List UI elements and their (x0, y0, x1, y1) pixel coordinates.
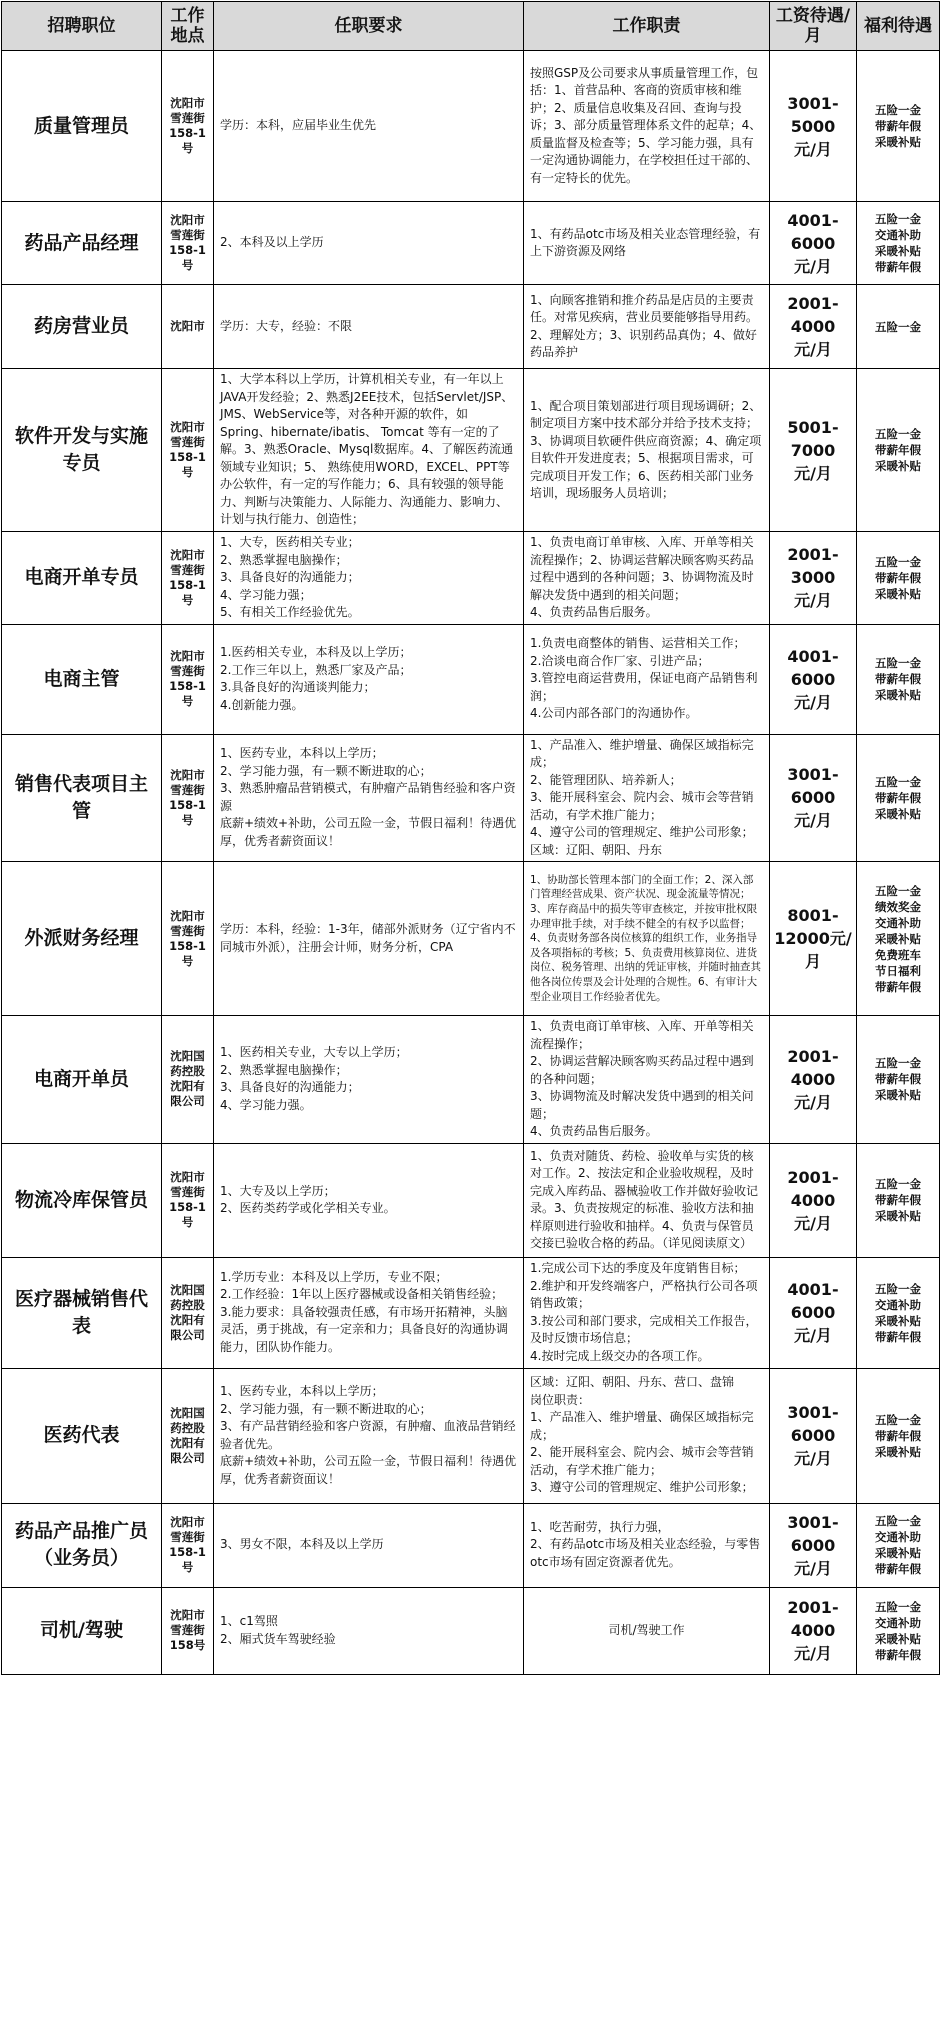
job-benefits: 五险一金 带薪年假 采暖补贴 (857, 369, 940, 532)
job-title: 电商开单专员 (2, 532, 162, 625)
salary-range-line: 4001-6000 (787, 646, 839, 689)
salary-range-line: 元/月 (794, 1449, 832, 1468)
job-duties: 1、负责对随货、药检、验收单与实货的核对工作。2、按法定和企业验收规程，及时完成入库药品、器械验收工作并做好验收记录。3、负责按规定的标准、验收方法和抽样原则进行验收和抽样。4、负责与保管员交接已验收合格的药品。（详见阅读原文） (524, 1143, 770, 1257)
job-duties: 1、产品准入、维护增量、确保区域指标完成； 2、能管理团队、培养新人； 3、能开展科室会、院内会、城市会等营销活动，有学术推广能力； 4、遵守公司的管理规定、维护公司形象； 区域：辽阳、朝阳、丹东 (524, 734, 770, 862)
work-location (162, 285, 214, 369)
salary-range (770, 1368, 857, 1503)
salary-range-line: 元/月 (794, 1092, 832, 1112)
job-requirements: 1.学历专业：本科及以上学历，专业不限； 2.工作经验：1年以上医疗器械或设备相关销售经验； 3.能力要求：具备较强责任感，有市场开拓精神，头脑灵活，勇于挑战，有一定亲和力；具备良好的沟通协调能力，团队协作能力。 (214, 1257, 524, 1368)
work-location (162, 51, 214, 202)
job-title: 销售代表项目主管 (2, 734, 162, 862)
work-location (162, 1368, 214, 1503)
work-location-line: 雪莲街 (170, 228, 205, 242)
salary-range (770, 1503, 857, 1587)
job-requirements: 学历：本科，应届毕业生优先 (214, 51, 524, 202)
job-requirements: 1、医药相关专业，大专以上学历； 2、熟悉掌握电脑操作； 3、具备良好的沟通能力； 4、学习能力强。 (214, 1016, 524, 1144)
salary-range-line: 5001-7000 (787, 417, 839, 460)
job-requirements: 1、大专及以上学历； 2、医药类药学或化学相关专业。 (214, 1143, 524, 1257)
work-location (162, 734, 214, 862)
job-requirements: 1、医药专业，本科以上学历； 2、学习能力强，有一颗不断进取的心； 3、熟悉肿瘤品营销模式，有肿瘤产品销售经验和客户资源 底薪+绩效+补助，公司五险一金，节假日福利！待遇优厚，优秀者薪资面议！ (214, 734, 524, 862)
salary-range-line: 3001-6000 (787, 1512, 839, 1555)
header-salary-line2: 月 (804, 26, 822, 46)
salary-range-line: 3001-6000 (787, 1403, 839, 1445)
salary-range-line: 2001-4000 (787, 1598, 839, 1640)
work-location-line: 雪莲街 (170, 664, 205, 678)
job-duties: 1、协助部长管理本部门的全面工作；2、深入部门管理经营成果、资产状况、现金流量等情况；3、库存商品中的损失等审查核定，并按审批权限办理审批手续，对手续不健全的有权予以监督；4、负责财务部各岗位核算的组织工作，业务指导及各项指标的考核；5、负责费用核算岗位、进货岗位、税务管理、出纳的凭证审核，并随时抽查其他各岗位传票及会计处理的合规性。6、有审计大型企业项目工作经验者优先。 (524, 862, 770, 1016)
work-location-line: 号 (181, 258, 194, 272)
work-location-line: 158-1 (169, 797, 206, 812)
salary-range (770, 202, 857, 285)
work-location-line: 沈阳有 (170, 1079, 205, 1094)
work-location-line: 158-1 (169, 243, 206, 257)
work-location-line: 沈阳市 (170, 213, 205, 227)
job-title: 医药代表 (2, 1368, 162, 1503)
job-requirements: 1、大专，医药相关专业； 2、熟悉掌握电脑操作； 3、具备良好的沟通能力； 4、学习能力强； 5、有相关工作经验优先。 (214, 532, 524, 625)
salary-range-line: 3001-5000 (787, 93, 839, 136)
job-duties: 按照GSP及公司要求从事质量管理工作，包括：1、首营品种、客商的资质审核和维护；2、质量信息收集及召回、查询与投诉；3、部分质量管理体系文件的起草；4、质量监督及检查等；5、学习能力强，具有一定沟通协调能力，在学校担任过干部的、有一定特长的优先。 (524, 51, 770, 202)
job-duties: 区域：辽阳、朝阳、丹东、营口、盘锦 岗位职责： 1、产品准入、维护增量、确保区域指标完成； 2、能开展科室会、院内会、城市会等营销活动，有学术推广能力； 3、遵守公司的管理规定、维护公司形象； (524, 1368, 770, 1503)
salary-range-line: 元/月 (794, 591, 832, 611)
job-duties: 1、负责电商订单审核、入库、开单等相关流程操作；2、协调运营解决顾客购买药品过程中遇到的各种问题；3、协调物流及时解决发货中遇到的相关问题； 4、负责药品售后服务。 (524, 532, 770, 625)
job-title: 质量管理员 (2, 51, 162, 202)
work-location (162, 1503, 214, 1587)
table-row (2, 624, 940, 734)
job-benefits: 五险一金 带薪年假 采暖补贴 (857, 1368, 940, 1503)
salary-range-line: 4001-6000 (787, 210, 839, 253)
job-benefits: 五险一金 带薪年假 采暖补贴 (857, 734, 940, 862)
work-location-line: 雪莲街 (170, 435, 205, 449)
salary-range-line: 元/月 (794, 463, 832, 483)
job-title: 软件开发与实施专员 (2, 369, 162, 532)
table-row (2, 1143, 940, 1257)
work-location-line: 号 (181, 141, 194, 155)
work-location-line: 沈阳市 (170, 547, 205, 562)
work-location-line: 158-1 (169, 126, 206, 140)
work-location-line: 沈阳市 (170, 1515, 205, 1529)
job-duties: 1、有药品otc市场及相关业态管理经验，有上下游资源及网络 (524, 202, 770, 285)
salary-range-line: 元/月 (794, 139, 832, 159)
job-benefits: 五险一金 交通补助 采暖补贴 带薪年假 (857, 1587, 940, 1674)
header-position: 招聘职位 (2, 2, 162, 51)
job-benefits: 五险一金 带薪年假 采暖补贴 (857, 624, 940, 734)
work-location (162, 1016, 214, 1144)
salary-range-line: 2001-4000 (787, 1167, 839, 1210)
job-title: 司机/驾驶 (2, 1587, 162, 1674)
work-location-line: 沈阳国 (170, 1405, 205, 1420)
job-requirements: 学历：本科，经验：1-3年，储部外派财务（辽宁省内不同城市外派），注册会计师，财务分析，CPA (214, 862, 524, 1016)
job-duties: 1.完成公司下达的季度及年度销售目标； 2.维护和开发终端客户，严格执行公司各项销售政策； 3.按公司和部门要求，完成相关工作报告，及时反馈市场信息； 4.按时完成上级交办的各项工作。 (524, 1257, 770, 1368)
salary-range-line: 元/月 (794, 1326, 832, 1345)
table-row (2, 1257, 940, 1368)
header-requirements: 任职要求 (214, 2, 524, 51)
header-location-line1: 工作 (170, 6, 205, 26)
job-requirements: 1、大学本科以上学历，计算机相关专业，有一年以上JAVA开发经验；2、熟悉J2EE技术，包括Servlet/JSP、 JMS、WebService等，对各种开源的软件，如Spring、hibernate/ibatis、 Tomcat 等有一定的了解。3、熟悉Oracle、Mysql数据库。4、了解医药流通领域专业知识；5、 熟练使用WORD，EXCEL、PPT等办公软件，有一定的写作能力；6、具有较强的领导能力、判断与决策能力、人际能力、沟通能力、影响力、计划与执行能力、创造性； (214, 369, 524, 532)
table-row (2, 862, 940, 1016)
work-location-line: 药控股 (170, 1064, 205, 1079)
work-location-line: 158-1 (169, 679, 206, 693)
table-row (2, 734, 940, 862)
work-location (162, 532, 214, 625)
work-location-line: 雪莲街 (170, 923, 205, 938)
work-location-line: 沈阳国 (170, 1282, 205, 1297)
job-benefits: 五险一金 带薪年假 采暖补贴 (857, 1016, 940, 1144)
work-location-line: 药控股 (170, 1297, 205, 1312)
work-location-line: 沈阳市 (170, 96, 205, 110)
work-location-line: 沈阳市 (170, 319, 205, 333)
work-location-line: 沈阳有 (170, 1435, 205, 1450)
header-location-line2: 地点 (170, 26, 205, 46)
work-location (162, 1587, 214, 1674)
job-benefits: 五险一金 交通补助 采暖补贴 带薪年假 (857, 202, 940, 285)
work-location-line: 沈阳市 (170, 649, 205, 663)
table-row (2, 285, 940, 369)
work-location-line: 158-1 (169, 1545, 206, 1559)
salary-range-line: 12000元/ (774, 929, 852, 948)
job-title: 电商开单员 (2, 1016, 162, 1144)
table-row (2, 202, 940, 285)
salary-range (770, 369, 857, 532)
salary-range (770, 862, 857, 1016)
recruitment-table (1, 1, 940, 1675)
salary-range (770, 1016, 857, 1144)
job-requirements: 2、本科及以上学历 (214, 202, 524, 285)
work-location-line: 限公司 (170, 1327, 205, 1342)
work-location-line: 号 (181, 465, 194, 479)
header-salary (770, 2, 857, 51)
work-location-line: 号 (181, 812, 194, 827)
salary-range-line: 元/月 (794, 811, 832, 831)
work-location-line: 雪莲街 (170, 1185, 205, 1199)
work-location (162, 1257, 214, 1368)
table-row (2, 1016, 940, 1144)
job-requirements: 1、医药专业，本科以上学历； 2、学习能力强，有一颗不断进取的心； 3、有产品营销经验和客户资源，有肿瘤、血液品营销经验者优先。 底薪+绩效+补助，公司五险一金，节假日福利！待遇优厚，优秀者薪资面议！ (214, 1368, 524, 1503)
work-location-line: 沈阳市 (170, 420, 205, 434)
table-row (2, 1587, 940, 1674)
work-location (162, 202, 214, 285)
job-requirements: 1、c1驾照 2、厢式货车驾驶经验 (214, 1587, 524, 1674)
work-location-line: 雪莲街 (170, 1623, 205, 1637)
job-requirements: 学历：大专，经验：不限 (214, 285, 524, 369)
job-title: 电商主管 (2, 624, 162, 734)
work-location-line: 沈阳市 (170, 1608, 205, 1622)
job-benefits: 五险一金 (857, 285, 940, 369)
salary-range-line: 3001-6000 (787, 765, 839, 808)
job-duties: 1、配合项目策划部进行项目现场调研；2、制定项目方案中技术部分并给予技术支持；3、协调项目软硬件供应商资源；4、确定项目软件开发进度表；5、根据项目需求，可完成项目开发工作；6、医药相关部门业务培训，现场服务人员培训； (524, 369, 770, 532)
header-salary-line1: 工资待遇/ (775, 6, 851, 26)
job-requirements: 1.医药相关专业，本科及以上学历； 2.工作三年以上，熟悉厂家及产品； 3.具备良好的沟通谈判能力； 4.创新能力强。 (214, 624, 524, 734)
salary-range-line: 2001-3000 (787, 545, 839, 588)
salary-range-line: 元/月 (794, 1213, 832, 1233)
work-location-line: 号 (181, 1215, 194, 1229)
work-location-line: 号 (181, 953, 194, 968)
salary-range-line: 4001-6000 (787, 1280, 839, 1322)
salary-range (770, 532, 857, 625)
work-location-line: 号 (181, 592, 194, 607)
salary-range-line: 2001-4000 (787, 1046, 839, 1089)
work-location-line: 沈阳市 (170, 767, 205, 782)
job-benefits: 五险一金 带薪年假 采暖补贴 (857, 1143, 940, 1257)
work-location-line: 沈阳市 (170, 1170, 205, 1184)
job-requirements: 3、男女不限，本科及以上学历 (214, 1503, 524, 1587)
salary-range-line: 2001-4000 (787, 294, 839, 336)
job-title: 药品产品推广员（业务员） (2, 1503, 162, 1587)
work-location-line: 雪莲街 (170, 782, 205, 797)
salary-range (770, 1587, 857, 1674)
work-location-line: 药控股 (170, 1420, 205, 1435)
work-location-line: 沈阳有 (170, 1312, 205, 1327)
work-location-line: 雪莲街 (170, 562, 205, 577)
salary-range (770, 1143, 857, 1257)
job-benefits: 五险一金 绩效奖金 交通补助 采暖补贴 免费班车 节日福利 带薪年假 (857, 862, 940, 1016)
salary-range-line: 元/月 (794, 692, 832, 712)
job-title: 药房营业员 (2, 285, 162, 369)
salary-range-line: 元/月 (794, 1644, 832, 1663)
job-benefits: 五险一金 带薪年假 采暖补贴 (857, 51, 940, 202)
work-location-line: 158-1 (169, 450, 206, 464)
salary-range (770, 51, 857, 202)
salary-range-line: 元/月 (794, 340, 832, 359)
work-location-line: 号 (181, 694, 194, 708)
work-location-line: 158-1 (169, 1200, 206, 1214)
job-benefits: 五险一金 带薪年假 采暖补贴 (857, 532, 940, 625)
header-duties: 工作职责 (524, 2, 770, 51)
work-location-line: 沈阳国 (170, 1049, 205, 1064)
job-title: 医疗器械销售代表 (2, 1257, 162, 1368)
work-location-line: 雪莲街 (170, 111, 205, 125)
work-location-line: 号 (181, 1560, 194, 1574)
job-duties: 1、吃苦耐劳，执行力强， 2、有药品otc市场及相关业态经验，与零售otc市场有固定资源者优先。 (524, 1503, 770, 1587)
salary-range-line: 月 (804, 952, 821, 971)
header-row (2, 2, 940, 51)
job-title: 物流冷库保管员 (2, 1143, 162, 1257)
work-location-line: 限公司 (170, 1094, 205, 1109)
job-duties: 1、向顾客推销和推介药品是店员的主要责任。对常见疾病，营业员要能够指导用药。2、理解处方；3、识别药品真伪；4、做好药品养护 (524, 285, 770, 369)
table-row (2, 532, 940, 625)
salary-range-line: 8001- (787, 906, 839, 925)
salary-range (770, 1257, 857, 1368)
table-row (2, 369, 940, 532)
table-row (2, 1503, 940, 1587)
work-location-line: 雪莲街 (170, 1530, 205, 1544)
table-body (2, 51, 940, 1675)
header-location (162, 2, 214, 51)
work-location-line: 158号 (169, 1638, 206, 1652)
job-duties: 1.负责电商整体的销售、运营相关工作； 2.洽谈电商合作厂家、引进产品； 3.管控电商运营费用，保证电商产品销售利润； 4.公司内部各部门的沟通协作。 (524, 624, 770, 734)
job-title: 外派财务经理 (2, 862, 162, 1016)
work-location (162, 862, 214, 1016)
job-duties: 司机/驾驶工作 (524, 1587, 770, 1674)
salary-range (770, 285, 857, 369)
salary-range-line: 元/月 (794, 256, 832, 276)
table-row (2, 51, 940, 202)
work-location-line: 158-1 (169, 938, 206, 953)
salary-range (770, 734, 857, 862)
salary-range-line: 元/月 (794, 1558, 832, 1578)
work-location (162, 369, 214, 532)
work-location (162, 1143, 214, 1257)
work-location (162, 624, 214, 734)
work-location-line: 沈阳市 (170, 908, 205, 923)
table-row (2, 1368, 940, 1503)
work-location-line: 限公司 (170, 1450, 205, 1465)
header-benefits: 福利待遇 (857, 2, 940, 51)
job-benefits: 五险一金 交通补助 采暖补贴 带薪年假 (857, 1257, 940, 1368)
job-title: 药品产品经理 (2, 202, 162, 285)
job-benefits: 五险一金 交通补助 采暖补贴 带薪年假 (857, 1503, 940, 1587)
job-duties: 1、负责电商订单审核、入库、开单等相关流程操作； 2、协调运营解决顾客购买药品过程中遇到的各种问题； 3、协调物流及时解决发货中遇到的相关问题； 4、负责药品售后服务。 (524, 1016, 770, 1144)
work-location-line: 158-1 (169, 577, 206, 592)
salary-range (770, 624, 857, 734)
